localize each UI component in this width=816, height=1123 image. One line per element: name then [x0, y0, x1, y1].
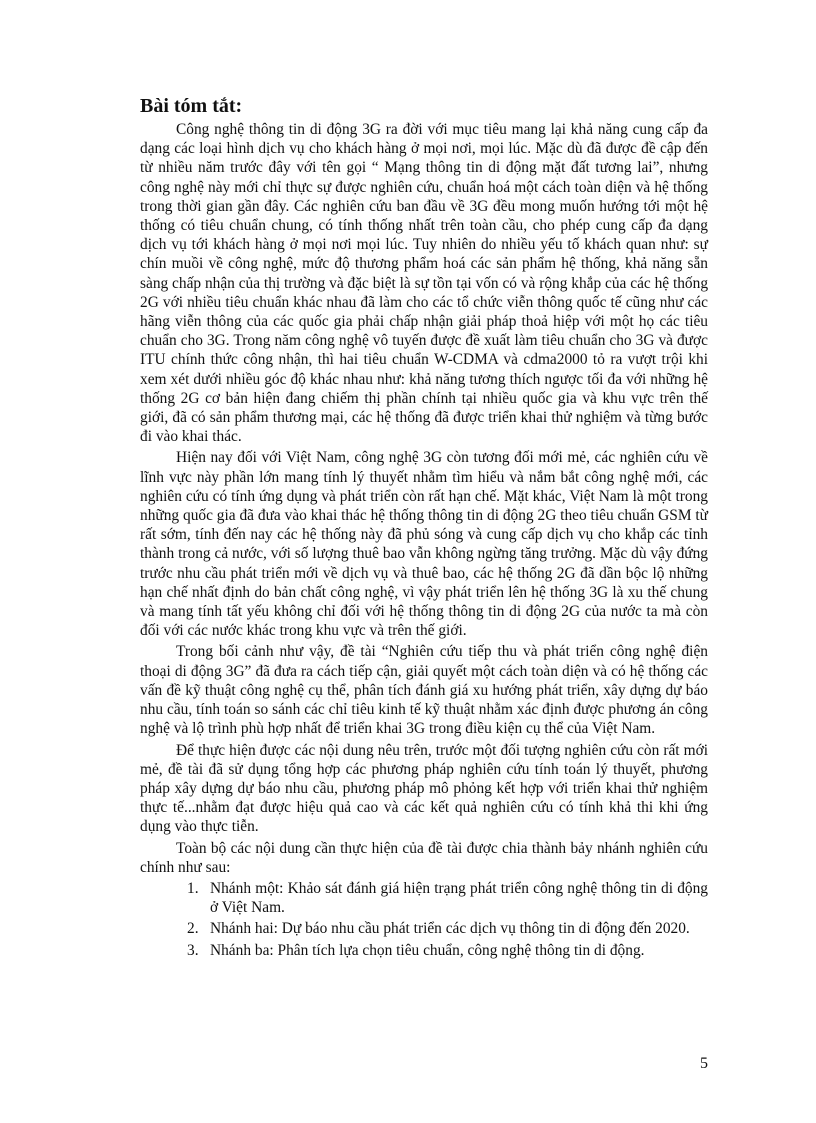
- research-branch-list: [140, 879, 708, 960]
- list-item-text: Nhánh ba: Phân tích lựa chọn tiêu chuẩn, công nghệ thông tin di động.: [210, 941, 645, 959]
- document-page: [140, 94, 708, 962]
- list-item-number: 1.: [187, 879, 199, 897]
- page-number: 5: [700, 1055, 708, 1072]
- list-item-text: Nhánh một: Khảo sát đánh giá hiện trạng phát triển công nghệ thông tin di động ở Việt Nam.: [210, 879, 708, 917]
- list-item: [140, 879, 708, 917]
- list-item: [140, 919, 708, 938]
- list-item-text: Nhánh hai: Dự báo nhu cầu phát triển các dịch vụ thông tin di động đến 2020.: [210, 920, 690, 938]
- paragraph-4: Để thực hiện được các nội dung nêu trên, trước một đối tượng nghiên cứu còn rất mới mẻ, đề tài đã sử dụng tổng hợp các phương pháp nghiên cứu tính toán lý thuyết, phương pháp xây dựng dự báo nhu cầu, phương pháp mô phỏng kết hợp với triển khai thử nghiệm thực tế...nhằm đạt được hiệu quả cao và các kết quả nghiên cứu có tính khả thi khi ứng dụng vào thực tiễn.: [140, 741, 708, 836]
- section-heading: Bài tóm tắt:: [140, 95, 243, 117]
- paragraph-3: Trong bối cảnh như vậy, đề tài “Nghiên cứu tiếp thu và phát triển công nghệ điện thoại di động 3G” đã đưa ra cách tiếp cận, giải quyết một cách toàn diện và có hệ thống các vấn đề kỹ thuật công nghệ cụ thể, phân tích đánh giá xu hướng phát triển, xây dựng dự báo nhu cầu, tính toán so sánh các chỉ tiêu kinh tế kỹ thuật nhằm xác định được phương án công nghệ và lộ trình phù hợp nhất để triển khai 3G trong điều kiện cụ thể của Việt Nam.: [140, 643, 708, 738]
- paragraph-2: Hiện nay đối với Việt Nam, công nghệ 3G còn tương đối mới mẻ, các nghiên cứu về lĩnh vực này phần lớn mang tính lý thuyết nhằm tìm hiểu và nắm bắt công nghệ mới, các nghiên cứu có tính ứng dụng và phát triển còn rất hạn chế. Mặt khác, Việt Nam là một trong những quốc gia đã đưa vào khai thác hệ thống thông tin di động 2G theo tiêu chuẩn GSM từ rất sớm, tính đến nay các hệ thống này đã phủ sóng và cung cấp dịch vụ cho khắp các tỉnh thành trong cả nước, với số lượng thuê bao vẫn không ngừng tăng trưởng. Mặc dù vậy đứng trước nhu cầu phát triển mới về dịch vụ và thuê bao, các hệ thống 2G đã dần bộc lộ những hạn chế nhất định do bản chất công nghệ, vì vậy phát triển lên hệ thống 3G là xu thế chung và mang tính tất yếu không chỉ đối với hệ thống thông tin di động 2G của nước ta mà còn đối với các nước khác trong khu vực và trên thế giới.: [140, 449, 708, 640]
- list-item: [140, 941, 708, 960]
- paragraph-1: Công nghệ thông tin di động 3G ra đời với mục tiêu mang lại khả năng cung cấp đa dạng các loại hình dịch vụ cho khách hàng ở mọi nơi, mọi lúc. Mặc dù đã được đề cập đến từ nhiều năm trước đây với tên gọi “ Mạng thông tin di động mặt đất tương lai”, nhưng công nghệ này mới chỉ thực sự được nghiên cứu, chuẩn hoá một cách toàn diện và hệ thống trong thời gian gần đây. Các nghiên cứu ban đầu về 3G đều mong muốn hướng tới một hệ thống có tiêu chuẩn chung, có tính thống nhất trên toàn cầu, cho phép cung cấp đa dạng dịch vụ tới khách hàng ở mọi nơi mọi lúc. Tuy nhiên do nhiều yếu tố khách quan như: sự chín muồi về công nghệ, mức độ thương phẩm hoá các sản phẩm hệ thống, khả năng sẵn sàng chấp nhận của thị trường và đặc biệt là sự tồn tại vốn có và rộng khắp của các hệ thống 2G với nhiều tiêu chuẩn khác nhau đã làm cho các tổ chức viễn thông quốc tế cũng như các hãng viễn thông của các quốc gia phải chấp nhận giải pháp thoả hiệp với một họ các tiêu chuẩn cho 3G. Trong năm công nghệ vô tuyến được đề xuất làm tiêu chuẩn cho 3G và được ITU chính thức công nhận, thì hai tiêu chuẩn W-CDMA và cdma2000 tỏ ra vượt trội khi xem xét dưới nhiều góc độ khác nhau như: khả năng tương thích ngược tối đa với những hệ thống 2G cơ bản hiện đang chiếm thị phần chính tại nhiều quốc gia và khu vực trên thế giới, đã có sản phẩm thương mại, các hệ thống đã được triển khai thử nghiệm và từng bước đi vào khai thác.: [140, 121, 709, 446]
- list-item-number: 3.: [187, 941, 199, 959]
- paragraph-5: Toàn bộ các nội dung cần thực hiện của đề tài được chia thành bảy nhánh nghiên cứu chính như sau:: [140, 839, 708, 876]
- list-item-number: 2.: [187, 920, 199, 938]
